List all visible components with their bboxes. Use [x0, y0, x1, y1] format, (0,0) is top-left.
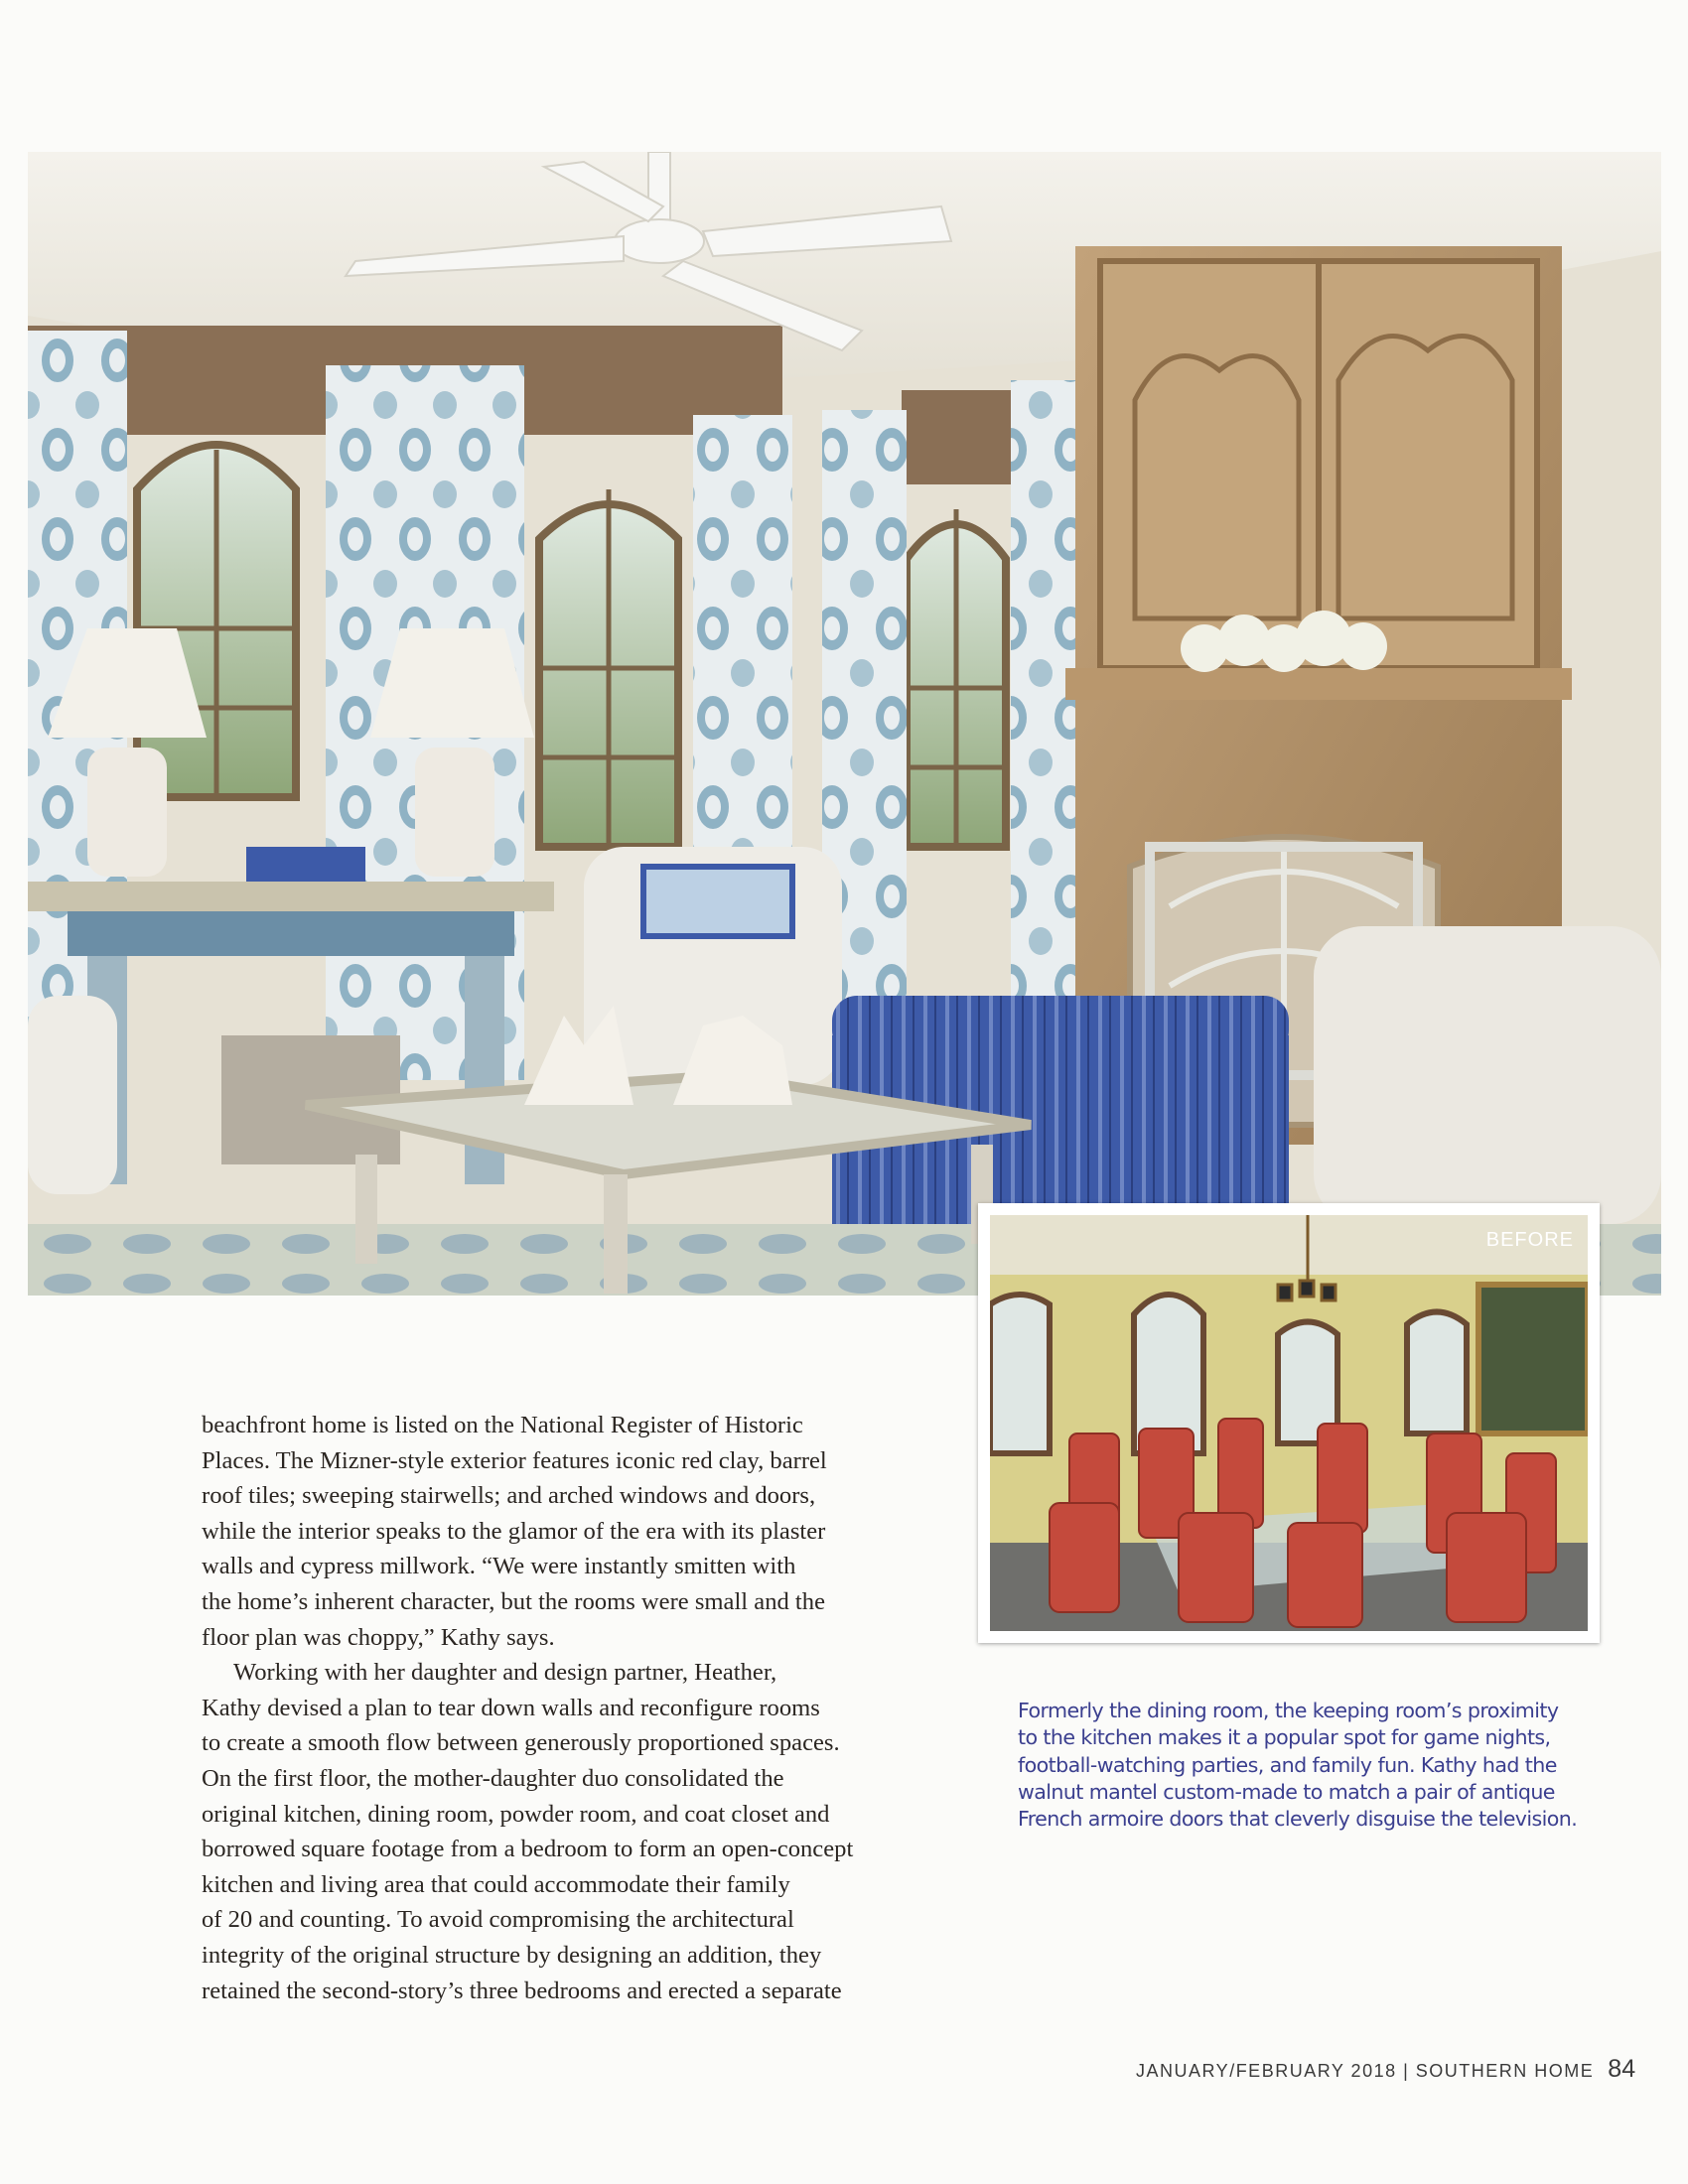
caption-line: French armoire doors that cleverly disguise the television.: [1018, 1807, 1578, 1832]
page-folio: [1136, 2055, 1635, 2084]
body-line: beachfront home is listed on the National Register of Historic: [202, 1412, 803, 1438]
main-room-photo: [28, 152, 1661, 1296]
photo-caption: [1018, 1698, 1578, 1833]
caption-line: football-watching parties, and family fun. Kathy had the: [1018, 1752, 1557, 1777]
body-line: the home’s inherent character, but the rooms were small and the: [202, 1587, 825, 1615]
body-line: On the first floor, the mother-daughter duo consolidated the: [202, 1764, 784, 1792]
before-photo: [990, 1215, 1588, 1631]
body-line: while the interior speaks to the glamor of the era with its plaster: [202, 1517, 826, 1545]
body-paragraph-1: [202, 1408, 941, 1655]
issue-line: JANUARY/FEBRUARY 2018 | SOUTHERN HOME: [1136, 2061, 1595, 2081]
page-number: 84: [1608, 2055, 1636, 2083]
body-line: original kitchen, dining room, powder room, and coat closet and: [202, 1800, 830, 1828]
body-line: floor plan was choppy,” Kathy says.: [202, 1623, 555, 1651]
caption-line: walnut mantel custom-made to match a pair of antique: [1018, 1779, 1555, 1804]
body-line: kitchen and living area that could accommodate their family: [202, 1870, 790, 1898]
body-line: to create a smooth flow between generously proportioned spaces.: [202, 1729, 840, 1757]
body-line: Kathy devised a plan to tear down walls and reconfigure rooms: [202, 1694, 820, 1721]
before-photo-frame: [978, 1203, 1600, 1643]
body-line: Working with her daughter and design partner, Heather,: [233, 1659, 777, 1687]
body-line: of 20 and counting. To avoid compromising the architectural: [202, 1906, 794, 1934]
body-line: roof tiles; sweeping stairwells; and arched windows and doors,: [202, 1482, 816, 1510]
body-line: borrowed square footage from a bedroom to form an open-concept: [202, 1836, 854, 1863]
before-label: BEFORE: [1485, 1229, 1574, 1251]
body-line: integrity of the original structure by designing an addition, they: [202, 1941, 822, 1969]
article-body: [202, 1408, 941, 2008]
body-line: retained the second-story’s three bedrooms and erected a separate: [202, 1977, 842, 2004]
body-paragraph-2: [202, 1655, 941, 2008]
caption-line: to the kitchen makes it a popular spot for game nights,: [1018, 1725, 1551, 1750]
body-line: Places. The Mizner-style exterior features iconic red clay, barrel: [202, 1446, 827, 1474]
caption-line: Formerly the dining room, the keeping room’s proximity: [1018, 1699, 1559, 1722]
body-line: walls and cypress millwork. “We were instantly smitten with: [202, 1553, 796, 1580]
